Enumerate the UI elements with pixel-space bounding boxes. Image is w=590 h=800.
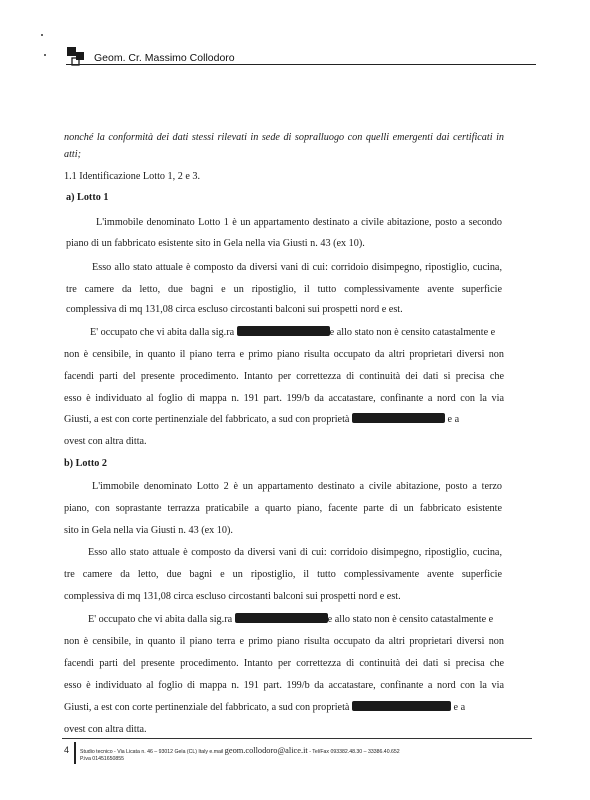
redaction-bar (235, 613, 328, 623)
footer-phone: - Tel/Fax 093382.48.30 – 33386.40.652 (309, 749, 400, 755)
body-line (88, 613, 504, 626)
body-line: piano di un fabbricato esistente sito in Gela nella via Giusti n. 43 (ex 10). (66, 238, 365, 249)
body-line: nonché la conformità dei dati stessi rilevati in sede di sopralluogo con quelli emergenti dai certificati in (64, 132, 504, 143)
footer-email: geom.collodoro@alice.it (224, 746, 308, 755)
redaction-bar (352, 701, 451, 711)
body-text: e allo stato non è censito catastalmente e (327, 614, 494, 625)
body-line: ovest con altra ditta. (64, 724, 147, 735)
body-text: e a (453, 702, 466, 713)
lot-heading: b) Lotto 2 (64, 458, 108, 469)
body-line: tre camere da letto, due bagni e un ripostiglio, il tutto complessivamente avente superficie (64, 569, 502, 580)
body-line: sito in Gela nella via Giusti n. 43 (ex 10). (64, 525, 233, 536)
footer-separator (74, 742, 76, 764)
body-text: e a (447, 414, 460, 425)
scan-speck (44, 54, 46, 56)
body-line (64, 413, 504, 426)
header-title: Geom. Cr. Massimo Collodoro (94, 52, 235, 64)
body-text: e allo stato non è censito catastalmente e (329, 327, 496, 338)
body-line: ovest con altra ditta. (64, 436, 147, 447)
body-line: non è censibile, in quanto il piano terra e primo piano risulta occupato da altri proprietari diversi non (64, 349, 504, 360)
footer-address: Studio tecnico - Via Licata n. 46 – 93012 Gela (CL) Italy e.mail (80, 749, 224, 755)
letterhead (66, 46, 536, 66)
body-line (64, 701, 504, 714)
redaction-bar (352, 413, 445, 423)
body-line: piano, con soprastante terrazza praticabile a quarto piano, facente parte di un fabbricato esistente (64, 503, 502, 514)
footer-divider (62, 738, 532, 739)
body-line: L'immobile denominato Lotto 2 è un appartamento destinato a civile abitazione, posto a terzo (92, 481, 502, 492)
redaction-bar (237, 326, 330, 336)
body-text: E' occupato che vi abita dalla sig.ra (90, 327, 235, 338)
footer-contact (80, 746, 400, 755)
body-line: facendi parti del presente procedimento. Intanto per correttezza di continuità dei dati si precisa che (64, 658, 504, 669)
header-divider (66, 64, 536, 65)
body-line: esso è individuato al foglio di mappa n. 191 part. 199/b da accatastare, confinante a nord con la via (64, 393, 504, 404)
body-line: complessiva di mq 131,08 circa escluso circostanti balconi sui prospetti nord e est. (66, 304, 403, 315)
lot-heading: a) Lotto 1 (66, 192, 109, 203)
logo-icon (66, 46, 90, 66)
body-line: complessiva di mq 131,08 circa escluso circostanti balconi sui prospetti nord e est. (64, 591, 401, 602)
body-line: Esso allo stato attuale è composto da diversi vani di cui: corridoio disimpegno, ripostiglio, cucina, (92, 262, 502, 273)
body-line: facendi parti del presente procedimento. Intanto per correttezza di continuità dei dati si precisa che (64, 371, 504, 382)
page-number: 4 (64, 745, 70, 755)
body-line: Esso allo stato attuale è composto da diversi vani di cui: corridoio disimpegno, ripostiglio, cucina, (88, 547, 502, 558)
footer-vat: P.iva 01451650855 (80, 756, 125, 762)
body-line: L'immobile denominato Lotto 1 è un appartamento destinato a civile abitazione, posto a secondo (96, 217, 502, 228)
body-text: Giusti, a est con corte pertinenziale del fabbricato, a sud con proprietà (64, 414, 350, 425)
body-text: E' occupato che vi abita dalla sig.ra (88, 614, 233, 625)
body-line: non è censibile, in quanto il piano terra e primo piano risulta occupato da altri proprietari diversi non (64, 636, 504, 647)
body-line (90, 326, 504, 339)
body-line: atti; (64, 149, 81, 160)
footer (62, 738, 532, 768)
scan-speck (41, 34, 43, 36)
body-line: tre camere da letto, due bagni e un ripostiglio, il tutto complessivamente avente superficie (66, 284, 502, 295)
body-line: esso è individuato al foglio di mappa n. 191 part. 199/b da accatastare, confinante a nord con la via (64, 680, 504, 691)
body-text: Giusti, a est con corte pertinenziale del fabbricato, a sud con proprietà (64, 702, 350, 713)
section-heading: 1.1 Identificazione Lotto 1, 2 e 3. (64, 171, 201, 182)
